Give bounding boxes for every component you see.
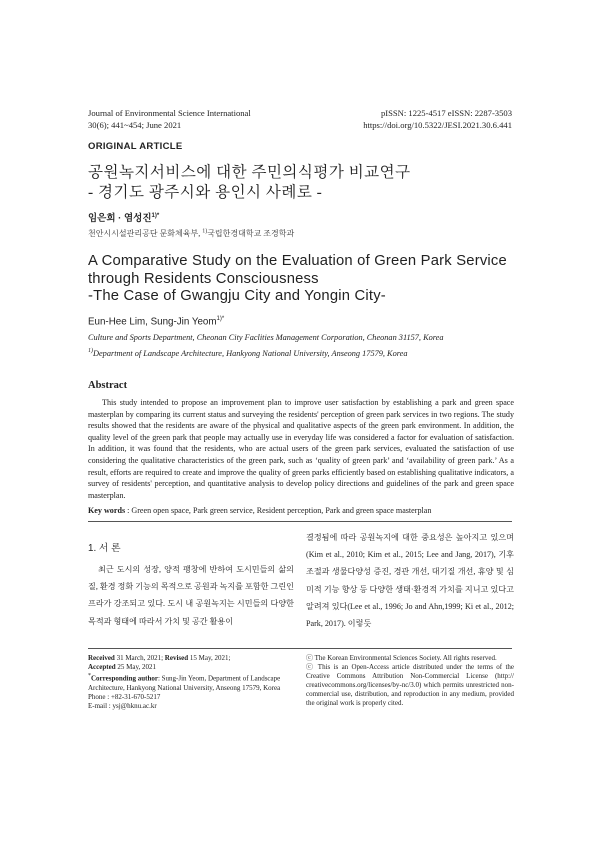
received-line bbox=[88, 654, 298, 663]
english-affiliation-2-row bbox=[88, 345, 444, 360]
korean-title-line1: 공원녹지서비스에 대한 주민의식평가 비교연구 bbox=[88, 164, 411, 181]
journal-info bbox=[88, 107, 251, 131]
korean-title-line2: - 경기도 광주시와 용인시 사례로 - bbox=[88, 184, 323, 201]
corresponding-author bbox=[88, 672, 298, 693]
copyright-line: ⓒ The Korean Environmental Sciences Society. All rights reserved. bbox=[306, 654, 497, 662]
korean-affiliation-marker: 1) bbox=[202, 228, 208, 235]
english-affiliation-2-marker: 1) bbox=[88, 347, 93, 354]
english-affiliation-2: Department of Landscape Architecture, Hankyong National University, Anseong 17579, Korea bbox=[93, 348, 408, 358]
keywords-list: : Green open space, Park green service, Resident perception, Park and green space masterplan bbox=[125, 506, 432, 515]
korean-author-names: 임은희 · 염성진 bbox=[88, 213, 152, 224]
english-affiliations bbox=[88, 332, 444, 360]
corresponding-label: Corresponding author bbox=[91, 674, 158, 683]
body-column-right: 결정됨에 따라 공원녹지에 대한 중요성은 높아지고 있으며(Kim et al., 2010; Kim et al., 2015; Lee and Jang, 2017), 기후조절과 생물다양성 증진, 경관 개선, 대기질 개선, 휴양 및 심미적 기능 향상 등 다양한 생태·환경적 가치를 지니고 있다고 알려져 있다(Lee et al., 1996; Jo and Ahn,1999; Ki et al., 2012; Park, 2017). 이렇듯 bbox=[306, 533, 514, 629]
korean-authors bbox=[88, 210, 159, 224]
keywords bbox=[88, 506, 514, 515]
english-title-line3: -The Case of Gwangju City and Yongin City- bbox=[88, 288, 386, 304]
email-line[interactable]: E-mail : ysj@hknu.ac.kr bbox=[88, 701, 157, 710]
footnote-right bbox=[306, 654, 514, 709]
abstract-text: This study intended to propose an improvement plan to improve user satisfaction by establishing a park and green space masterplan by comparing its current status and surveying the residents' perception of green park services in two regions. The study results showed that the residents are aware of the physical and qualitative aspects of the green park environment. In addition, the quality level of the green park that people may actually use in everyday life was considered a factor for evaluation of satisfaction. In addition, it was found that the residents, who are actual users of the green park services, evaluated the satisfaction of use considering the qualitative characteristics of the green park, such as ‘quality of green park’ and ‘availability of green park.’ As a result, efforts are required to create and improve the quality of green parks efficiently based on establishing qualitative indicators, a survey of residents' perception, and quantitative analysis to develop policy directions and guidelines of the park and green space masterplan. bbox=[88, 398, 514, 500]
issn-info bbox=[363, 107, 512, 131]
corresponding-details: : Sung-Jin Yeom, Department of Landscape Architecture, Hankyong National University, Anseong 17579, Korea bbox=[88, 674, 281, 692]
phone-line: Phone : +82-31-670-5217 bbox=[88, 692, 161, 701]
korean-affiliation-a: 천안시시설관리공단 문화체육부, bbox=[88, 229, 203, 238]
footnote-divider bbox=[88, 648, 512, 649]
revised-date: 15 May, 2021; bbox=[188, 654, 231, 662]
english-authors bbox=[88, 316, 224, 327]
section-heading: 1. 서 론 bbox=[88, 543, 121, 554]
english-affiliation-1: Culture and Sports Department, Cheonan City Faclities Management Corporation, Cheonan 31157, Korea bbox=[88, 333, 444, 342]
abstract-divider bbox=[88, 521, 512, 522]
korean-author-marker: 1)* bbox=[151, 212, 160, 219]
english-author-names: Eun-Hee Lim, Sung-Jin Yeom bbox=[88, 316, 217, 328]
accepted-label: Accepted bbox=[88, 663, 116, 672]
article-type: ORIGINAL ARTICLE bbox=[88, 141, 183, 152]
received-label: Received bbox=[88, 654, 115, 662]
doi-link[interactable]: https://doi.org/10.5322/JESI.2021.30.6.441 bbox=[363, 120, 512, 130]
journal-volume: 30(6); 441~454; June 2021 bbox=[88, 120, 182, 130]
revised-label: Revised bbox=[164, 654, 189, 662]
received-date: 31 March, 2021; bbox=[114, 654, 165, 662]
abstract-heading: Abstract bbox=[88, 380, 128, 391]
issn-numbers: pISSN: 1225-4517 eISSN: 2287-3503 bbox=[380, 108, 512, 118]
keywords-label: Key words bbox=[88, 506, 126, 515]
korean-affiliation-b: 국립한경대학교 조경학과 bbox=[207, 229, 295, 238]
english-title bbox=[88, 253, 528, 306]
body-column-left: 최근 도시의 성장, 양적 팽창에 반하여 도시민들의 삶의 질, 환경 정화 기능의 목적으로 공원과 녹지를 포함한 그린인프라가 강조되고 있다. 도시 내 공원녹지는 시민들의 다양한 목적과 형태에 따라서 가치 및 공간 활용이 bbox=[88, 565, 294, 626]
korean-title bbox=[88, 163, 411, 203]
footnote-left bbox=[88, 654, 298, 711]
accepted-line bbox=[88, 663, 298, 672]
korean-affiliation bbox=[88, 228, 294, 239]
journal-name: Journal of Environmental Science International bbox=[88, 108, 251, 118]
accepted-date: 25 May, 2021 bbox=[115, 663, 156, 672]
english-title-line2: through Residents Consciousness bbox=[88, 270, 319, 287]
english-author-marker: 1)* bbox=[216, 316, 225, 322]
english-title-line1: A Comparative Study on the Evaluation of Green Park Service bbox=[88, 253, 507, 269]
corresponding-asterisk: * bbox=[88, 673, 91, 680]
license-text: ⓒ This is an Open-Access article distributed under the terms of the Creative Commons Attribution Non-Commercial License (http:// creativecommons.org/licenses/by-nc/3.0) which permits unrestricted non-commercial use, distribution, and reproduction in any medium, provided the original work is properly cited. bbox=[306, 663, 514, 708]
